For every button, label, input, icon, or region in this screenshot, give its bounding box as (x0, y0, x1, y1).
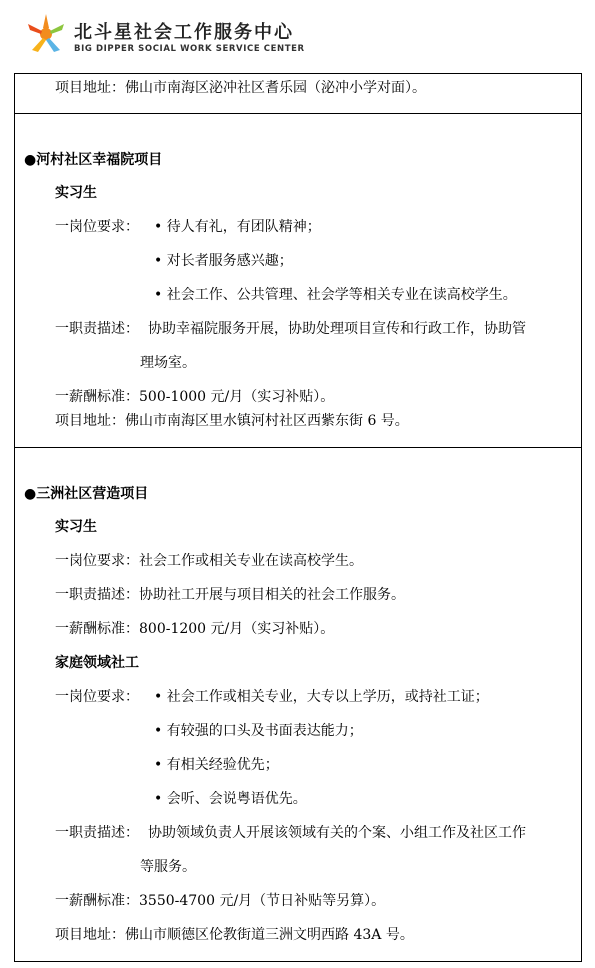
role-title: 家庭领域社工 (55, 655, 139, 671)
section-sanzhou-project (14, 447, 582, 962)
duty-text-cont: 等服务。 (140, 859, 196, 875)
project-address: 项目地址：佛山市南海区泌冲社区耆乐园（泌冲小学对面）。 (55, 80, 426, 96)
salary: 一薪酬标准：500-1000 元/月（实习补贴）。 (55, 389, 335, 405)
requirement-item: • 待人有礼，有团队精神； (154, 219, 321, 235)
requirement-label: 一岗位要求： (55, 689, 139, 705)
project-title: ●三洲社区营造项目 (24, 486, 149, 502)
requirement-item: • 对长者服务感兴趣； (154, 253, 293, 269)
duty-label: 一职责描述： (55, 321, 139, 337)
requirement-text: 一岗位要求：社会工作或相关专业在读高校学生。 (55, 553, 363, 569)
salary: 一薪酬标准：3550-4700 元/月（节日补贴等另算）。 (55, 893, 386, 909)
requirement-item: • 有较强的口头及书面表达能力； (154, 723, 363, 739)
duty-text: 一职责描述：协助社工开展与项目相关的社会工作服务。 (55, 587, 405, 603)
project-address: 项目地址：佛山市顺德区伦教街道三洲文明西路 43A 号。 (55, 927, 414, 943)
salary: 一薪酬标准：800-1200 元/月（实习补贴）。 (55, 621, 335, 637)
requirement-item: • 会听、会说粤语优先。 (154, 791, 307, 807)
section-hecun-project (14, 113, 582, 447)
duty-text: 协助领域负责人开展该领域有关的个案、小组工作及社区工作 (148, 825, 526, 841)
section-mixing-address-box (14, 73, 582, 113)
header (0, 0, 595, 70)
requirement-item: • 社会工作、公共管理、社会学等相关专业在读高校学生。 (154, 287, 517, 303)
requirement-item: • 社会工作或相关专业，大专以上学历，或持社工证； (154, 689, 489, 705)
duty-label: 一职责描述： (55, 825, 139, 841)
brand-name-cn: 北斗星社会工作服务中心 (74, 22, 294, 43)
role-title: 实习生 (55, 519, 97, 535)
duty-text-cont: 理场室。 (140, 355, 196, 371)
duty-text: 协助幸福院服务开展，协助处理项目宣传和行政工作，协助管 (148, 321, 526, 337)
project-address: 项目地址：佛山市南海区里水镇河村社区西紫东街 6 号。 (55, 413, 409, 429)
brand-name-en: BIG DIPPER SOCIAL WORK SERVICE CENTER (74, 44, 305, 54)
big-dipper-logo-icon (22, 10, 70, 58)
requirement-label: 一岗位要求： (55, 219, 139, 235)
role-title: 实习生 (55, 185, 97, 201)
requirement-item: • 有相关经验优先； (154, 757, 279, 773)
project-title: ●河村社区幸福院项目 (24, 152, 163, 168)
